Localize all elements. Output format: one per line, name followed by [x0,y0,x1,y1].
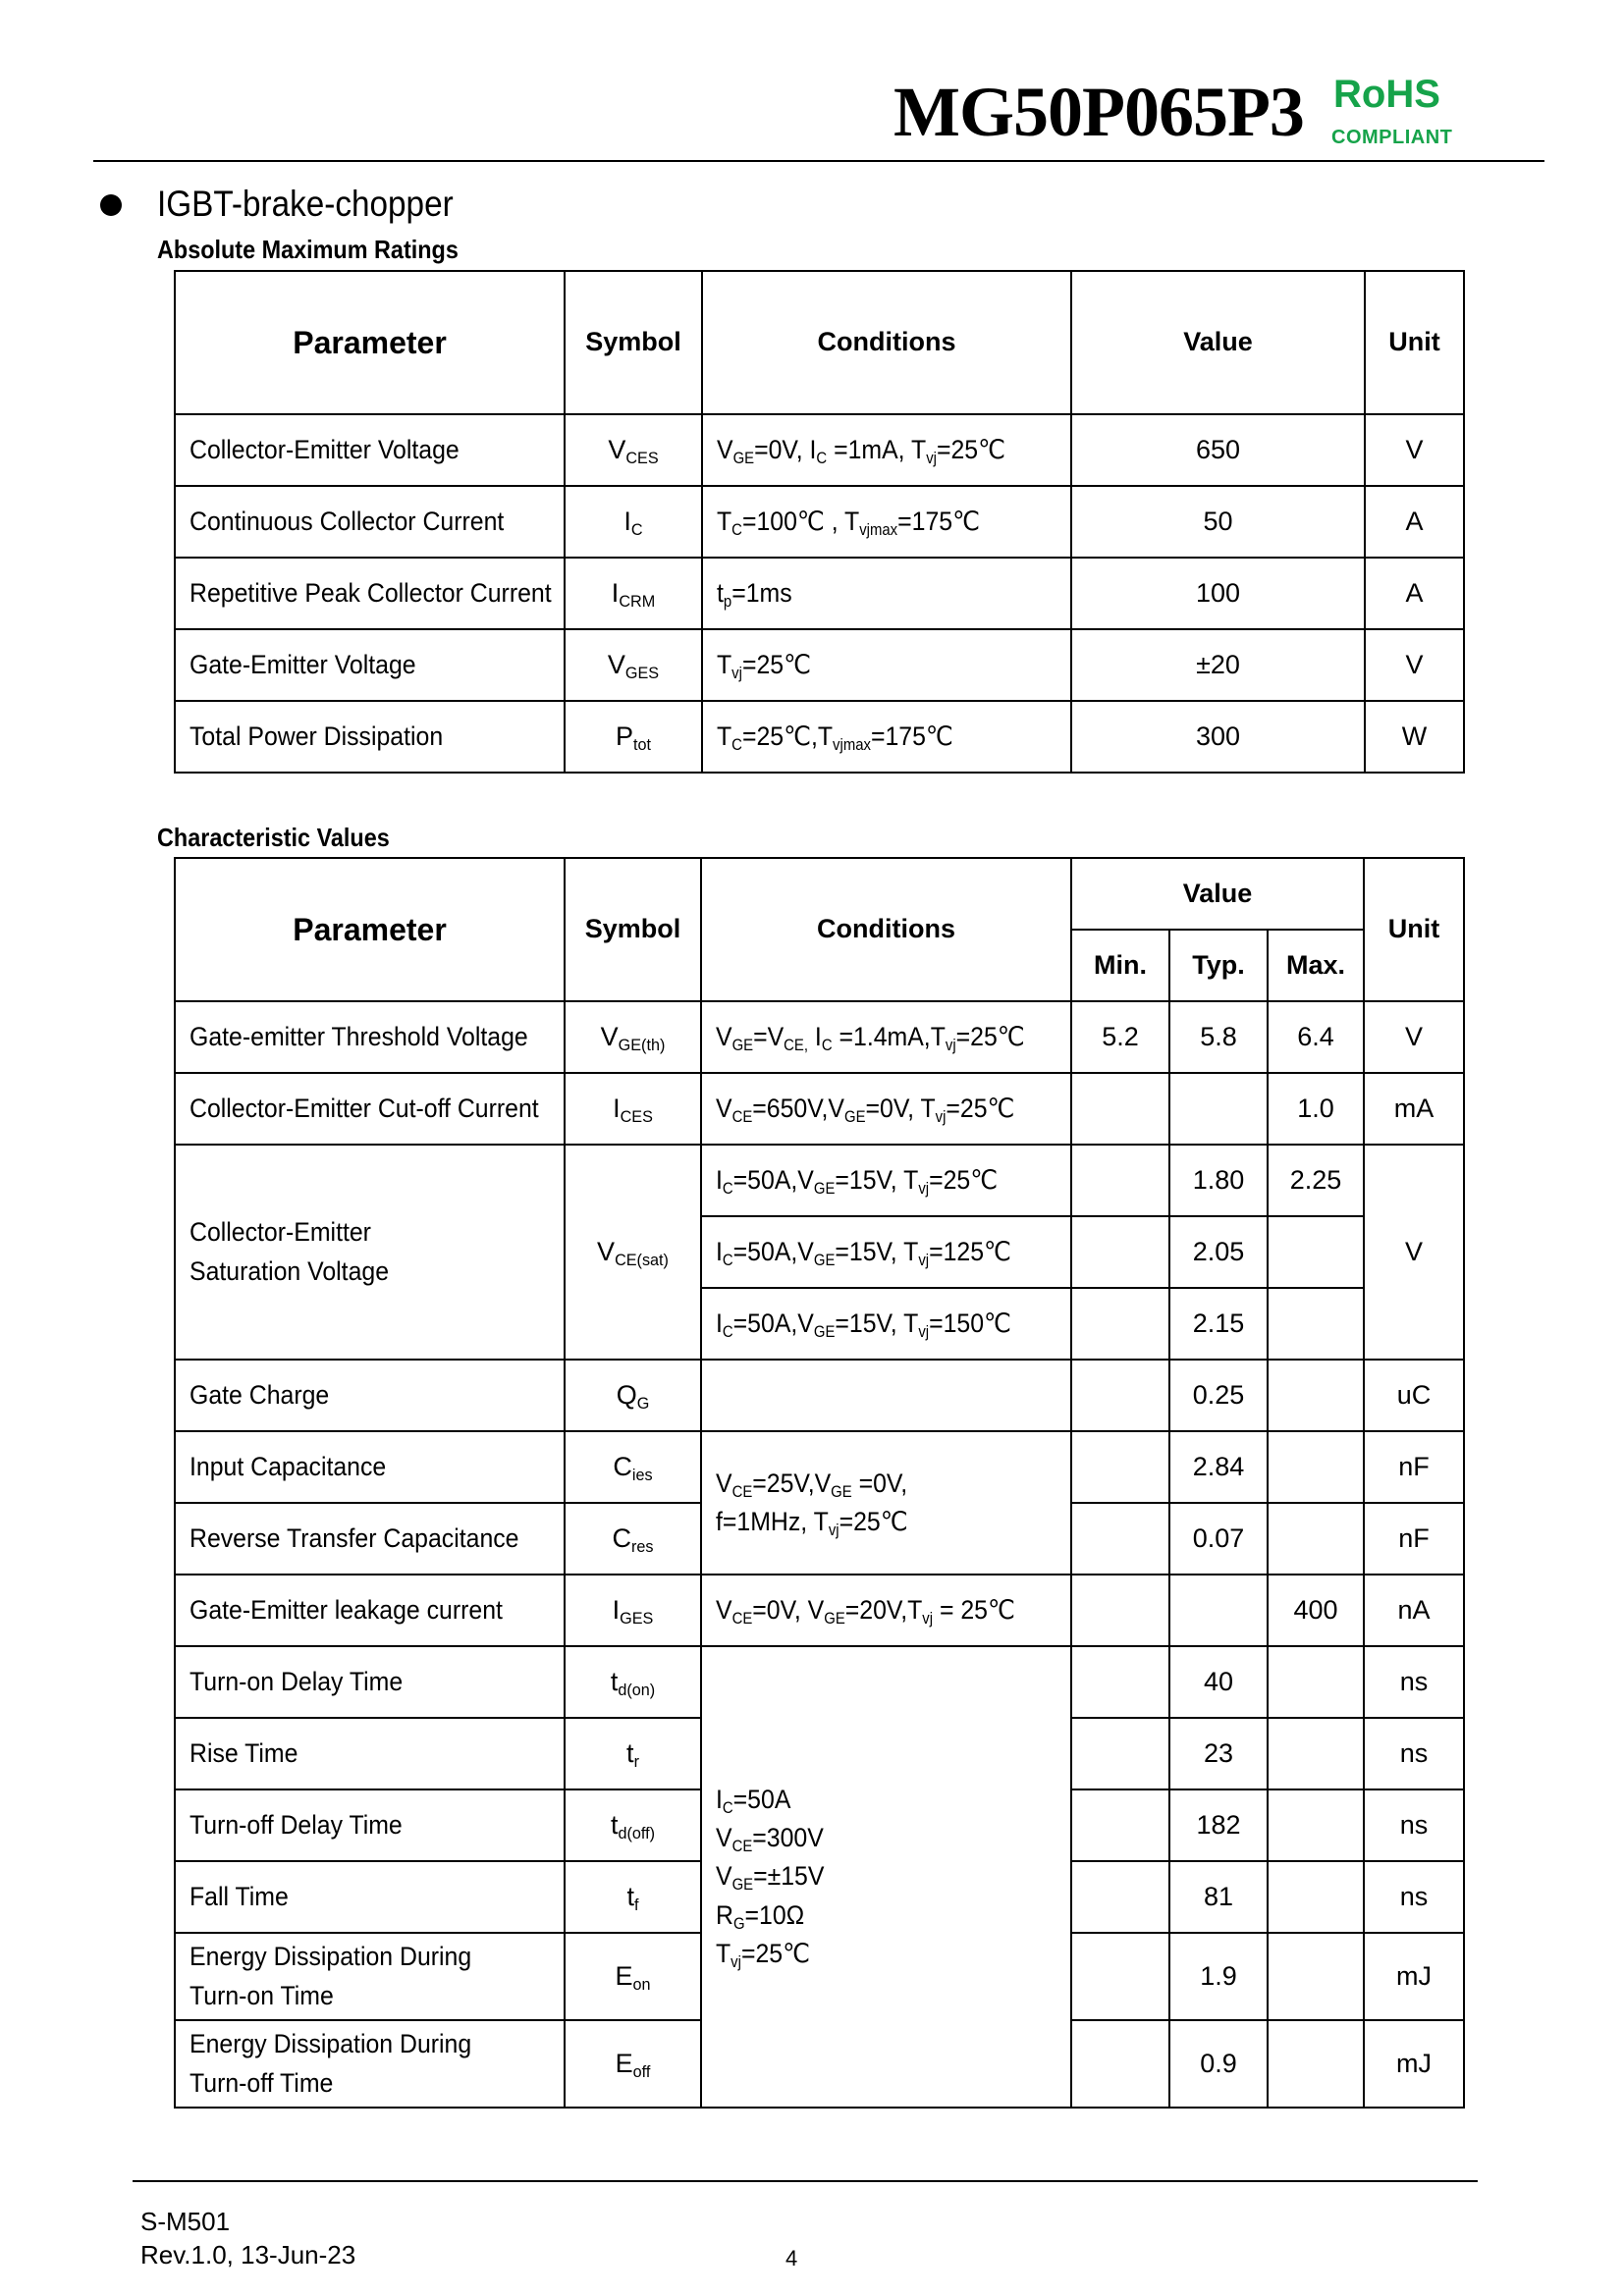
unit-cell: V [1364,1145,1464,1360]
max-cell: 6.4 [1268,1001,1364,1073]
unit-cell: nF [1364,1431,1464,1503]
typ-cell: 1.80 [1169,1145,1268,1216]
unit-cell: V [1365,629,1464,701]
header-conditions: Conditions [701,858,1071,1001]
typ-cell: 2.84 [1169,1431,1268,1503]
conditions-cell: $I_C=50A,V_{GE}=15V$, $T_{vj}=125℃$ [701,1216,1071,1288]
table-row [175,486,1464,558]
max-cell [1268,2020,1364,2108]
min-cell [1071,1503,1169,1575]
value-cell: ±20 [1071,629,1365,701]
parameter-cell: Fall Time [175,1861,565,1933]
conditions-cell: $V_{CE}=650V,V_{GE}=0V$, $T_{vj}=25℃$ [701,1073,1071,1145]
symbol-cell: $t_{d(off)}$ [565,1789,701,1861]
parameter-cell: Turn-off Delay Time [175,1789,565,1861]
min-cell [1071,1646,1169,1718]
revision-info: Rev.1.0, 13-Jun-23 [140,2240,356,2269]
table-header-row [175,858,1464,930]
header-unit: Unit [1364,858,1464,1001]
parameter-cell: Energy Dissipation During Turn-off Time [175,2020,565,2108]
typ-cell: 23 [1169,1718,1268,1789]
symbol-cell: $E_{on}$ [565,1933,701,2020]
char-values-table [174,857,1465,2109]
symbol-cell: $t_f$ [565,1861,701,1933]
table-row [175,1073,1464,1145]
max-cell [1268,1789,1364,1861]
table-row [175,1646,1464,1718]
parameter-cell: Rise Time [175,1718,565,1789]
abs-max-table [174,270,1465,774]
unit-cell: ns [1364,1718,1464,1789]
conditions-cell: $V_{GE}=0V$, $I_C =1mA$, $T_{vj}=25℃$ [702,414,1071,486]
symbol-cell: $P_{tot}$ [565,701,702,773]
typ-cell: 5.8 [1169,1001,1268,1073]
max-cell [1268,1216,1364,1288]
header-parameter: Parameter [175,858,565,1001]
unit-cell: V [1365,414,1464,486]
symbol-cell: $I_C$ [565,486,702,558]
parameter-cell: Collector-Emitter Saturation Voltage [175,1145,565,1360]
symbol-cell: $V_{GES}$ [565,629,702,701]
value-cell: 100 [1071,558,1365,629]
max-cell: 400 [1268,1575,1364,1646]
min-cell [1071,1216,1169,1288]
parameter-cell: Turn-on Delay Time [175,1646,565,1718]
max-cell [1268,1288,1364,1360]
min-cell [1071,2020,1169,2108]
table-row [175,701,1464,773]
min-cell [1071,1575,1169,1646]
table-row [175,629,1464,701]
typ-cell [1169,1575,1268,1646]
min-cell [1071,1789,1169,1861]
conditions-cell: $I_C=50A,V_{GE}=15V$, $T_{vj}=150℃$ [701,1288,1071,1360]
conditions-cell: $V_{GE}=V_{CE,}$ $I_C$ $=1.4mA,T_{vj}=25℃$ [701,1001,1071,1073]
section-title: IGBT-brake-chopper [157,184,454,224]
parameter-cell: Total Power Dissipation [175,701,565,773]
value-cell: 50 [1071,486,1365,558]
max-cell: 2.25 [1268,1145,1364,1216]
typ-cell: 0.9 [1169,2020,1268,2108]
unit-cell: A [1365,558,1464,629]
conditions-cell: $t_p=1ms$ [702,558,1071,629]
typ-cell: 40 [1169,1646,1268,1718]
max-cell [1268,1646,1364,1718]
symbol-cell: $I_{CES}$ [565,1073,701,1145]
page-number: 4 [785,2246,798,2270]
header-unit: Unit [1365,271,1464,414]
typ-cell: 182 [1169,1789,1268,1861]
conditions-cell: $T_C=25℃,T_{vjmax}=175℃$ [702,701,1071,773]
min-cell [1071,1288,1169,1360]
header-rule [93,160,1544,162]
value-cell: 300 [1071,701,1365,773]
min-cell [1071,1360,1169,1431]
min-cell [1071,1073,1169,1145]
max-cell [1268,1718,1364,1789]
header-conditions: Conditions [702,271,1071,414]
unit-cell: A [1365,486,1464,558]
typ-cell: 2.15 [1169,1288,1268,1360]
max-cell [1268,1431,1364,1503]
table-row [175,1360,1464,1431]
symbol-cell: $E_{off}$ [565,2020,701,2108]
parameter-cell: Energy Dissipation During Turn-on Time [175,1933,565,2020]
parameter-cell: Gate-Emitter Voltage [175,629,565,701]
min-cell [1071,1431,1169,1503]
header-max: Max. [1268,930,1364,1001]
conditions-cell [701,1360,1071,1431]
header-value: Value [1071,271,1365,414]
conditions-cell: $V_{CE}=0V$, $V_{GE}=20V,T_{vj}$ = 25℃ [701,1575,1071,1646]
header-symbol: Symbol [565,858,701,1001]
unit-cell: nA [1364,1575,1464,1646]
table-row [175,1145,1464,1216]
abs-max-title: Absolute Maximum Ratings [157,235,459,264]
conditions-cell: $I_C=50A,V_{GE}=15V$, $T_{vj}=25℃$ [701,1145,1071,1216]
header-parameter: Parameter [175,271,565,414]
parameter-cell: Gate-emitter Threshold Voltage [175,1001,565,1073]
table-row [175,1001,1464,1073]
parameter-cell: Repetitive Peak Collector Current [175,558,565,629]
footer-rule [133,2180,1478,2182]
conditions-cell: $I_C=50A$ $V_{CE}=300V$ $V_{GE}=\pm 15V$ $R_G=10\Omega$ $T_{vj}=25℃$ [701,1646,1071,2108]
unit-cell: mJ [1364,2020,1464,2108]
table-row [175,1431,1464,1503]
parameter-cell: Reverse Transfer Capacitance [175,1503,565,1575]
header-typ: Typ. [1169,930,1268,1001]
part-number: MG50P065P3 [893,73,1304,151]
symbol-cell: $t_r$ [565,1718,701,1789]
max-cell: 1.0 [1268,1073,1364,1145]
table-row [175,558,1464,629]
rohs-compliant-label: COMPLIANT [1331,127,1453,148]
header-symbol: Symbol [565,271,702,414]
conditions-cell: $T_{vj}=25℃$ [702,629,1071,701]
min-cell: 5.2 [1071,1001,1169,1073]
header-min: Min. [1071,930,1169,1001]
unit-cell: ns [1364,1646,1464,1718]
symbol-cell: $I_{CRM}$ [565,558,702,629]
symbol-cell: $C_{ies}$ [565,1431,701,1503]
symbol-cell: $I_{GES}$ [565,1575,701,1646]
symbol-cell: $C_{res}$ [565,1503,701,1575]
parameter-cell: Continuous Collector Current [175,486,565,558]
max-cell [1268,1861,1364,1933]
bullet-icon [100,194,122,216]
symbol-cell: $V_{CE(sat)}$ [565,1145,701,1360]
unit-cell: nF [1364,1503,1464,1575]
parameter-cell: Gate Charge [175,1360,565,1431]
max-cell [1268,1933,1364,2020]
table-row [175,414,1464,486]
typ-cell: 0.07 [1169,1503,1268,1575]
conditions-cell: $T_C=100℃$ , $T_{vjmax}=175℃$ [702,486,1071,558]
symbol-cell: $Q_G$ [565,1360,701,1431]
table-row [175,1575,1464,1646]
max-cell [1268,1503,1364,1575]
symbol-cell: $V_{GE(th)}$ [565,1001,701,1073]
typ-cell: 81 [1169,1861,1268,1933]
unit-cell: mA [1364,1073,1464,1145]
typ-cell: 1.9 [1169,1933,1268,2020]
parameter-cell: Gate-Emitter leakage current [175,1575,565,1646]
min-cell [1071,1718,1169,1789]
parameter-cell: Collector-Emitter Voltage [175,414,565,486]
min-cell [1071,1861,1169,1933]
max-cell [1268,1360,1364,1431]
rohs-mark: RoHS [1333,73,1440,116]
unit-cell: uC [1364,1360,1464,1431]
char-values-title: Characteristic Values [157,823,390,852]
table-header-row [175,271,1464,414]
unit-cell: mJ [1364,1933,1464,2020]
typ-cell [1169,1073,1268,1145]
min-cell [1071,1933,1169,2020]
unit-cell: W [1365,701,1464,773]
unit-cell: V [1364,1001,1464,1073]
parameter-cell: Input Capacitance [175,1431,565,1503]
document-code: S-M501 [140,2207,231,2236]
symbol-cell: $V_{CES}$ [565,414,702,486]
unit-cell: ns [1364,1789,1464,1861]
parameter-cell: Collector-Emitter Cut-off Current [175,1073,565,1145]
symbol-cell: $t_{d(on)}$ [565,1646,701,1718]
conditions-cell: $V_{CE}=25V,V_{GE} =0V$, f=1MHz, $T_{vj}=25℃$ [701,1431,1071,1575]
typ-cell: 2.05 [1169,1216,1268,1288]
typ-cell: 0.25 [1169,1360,1268,1431]
unit-cell: ns [1364,1861,1464,1933]
header-value: Value [1071,858,1364,930]
min-cell [1071,1145,1169,1216]
value-cell: 650 [1071,414,1365,486]
